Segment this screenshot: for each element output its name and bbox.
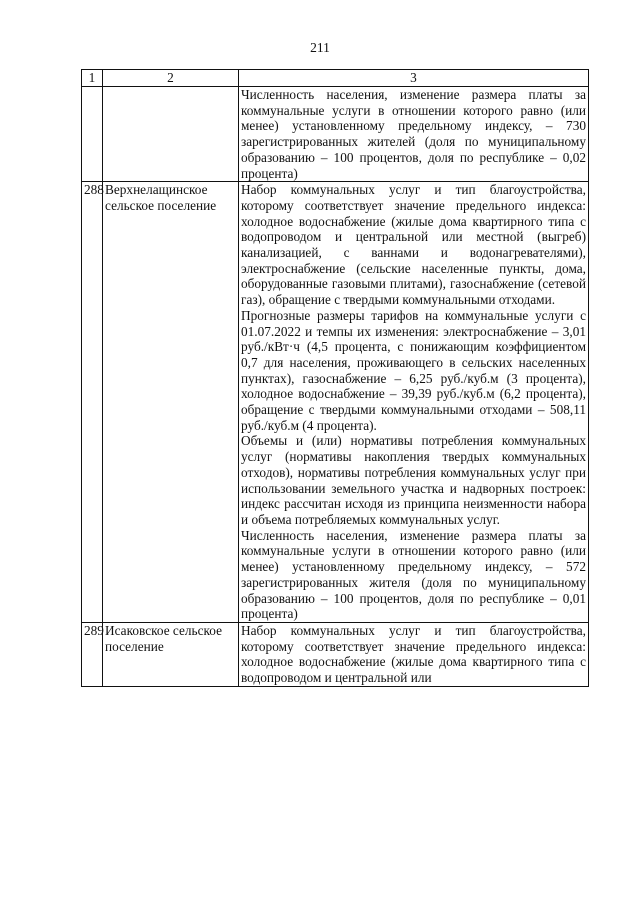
paragraph: Численность населения, изменение размера платы за коммунальные услуги в отношении которого равно (или менее) установленному предельному индексу, – 730 зарегистрированных жителей (доля по муниципальному образованию – 100 процентов, доля по республике – 0,02 процента) [241,87,586,181]
row-number: 288 [82,182,103,623]
tariff-table [81,69,589,687]
table-row [82,182,589,623]
settlement-name [103,87,239,182]
paragraph: Набор коммунальных услуг и тип благоустройства, которому соответствует значение предельного индекса: холодное водоснабжение (жилые дома квартирного типа с водопроводом и центральной или местной (выгреб) канализацией, с ваннами и водонагревателями), электроснабжение (сельские населенные пункты, дома, оборудованные газовыми плитами), газоснабжение (сетевой газ), обращение с твердыми коммунальными отходами. [241,182,586,308]
paragraph: Численность населения, изменение размера платы за коммунальные услуги в отношении которого равно (или менее) установленному предельному индексу, – 572 зарегистрированных жителя (доля по муниципальному образованию – 100 процентов, доля по республике – 0,01 процента) [241,527,586,622]
row-description [239,182,589,623]
header-cell-1: 1 [82,70,103,87]
row-number [82,87,103,182]
table-row [82,622,589,686]
settlement-name: Верхнелащинское сельское поселение [103,182,239,623]
page-number: 211 [310,40,330,55]
paragraph: Набор коммунальных услуг и тип благоустройства, которому соответствует значение предельного индекса: холодное водоснабжение (жилые дома квартирного типа с водопроводом и центральной или [241,622,586,686]
header-cell-3: 3 [239,70,589,87]
paragraph: Объемы и (или) нормативы потребления коммунальных услуг (нормативы накопления твердых коммунальных отходов), нормативы потребления коммунальных услуг при использовании земельного участка и надворных построек: индекс рассчитан исходя из принципа неизменности набора и объема потребляемых коммунальных услуг. [241,433,586,527]
settlement-name: Исаковское сельское поселение [103,622,239,686]
header-cell-2: 2 [103,70,239,87]
table-row [82,87,589,182]
row-description [239,622,589,686]
table-header-row [82,70,589,87]
paragraph: Прогнозные размеры тарифов на коммунальные услуги с 01.07.2022 и темпы их изменения: электроснабжение – 3,01 руб./кВт·ч (4,5 процента, с понижающим коэффициентом 0,7 для населения, проживающего в сельских населенных пунктах), газоснабжение – 6,25 руб./куб.м (3 процента), холодное водоснабжение – 39,39 руб./куб.м (6,2 процента), обращение с твердыми коммунальными отходами – 508,11 руб./куб.м (4 процента). [241,307,586,433]
row-number: 289 [82,622,103,686]
row-description [239,87,589,182]
